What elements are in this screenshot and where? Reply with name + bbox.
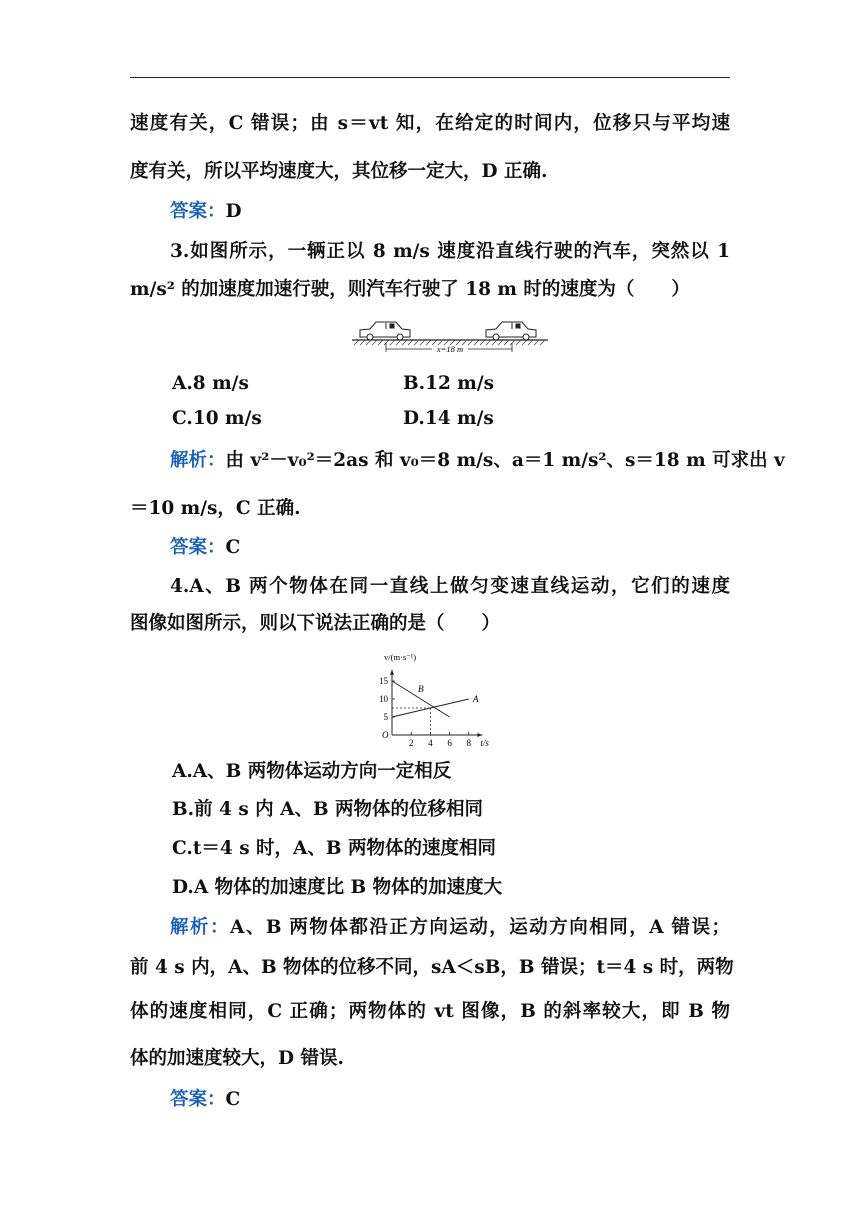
vt-chart	[352, 648, 532, 748]
q2-answer	[170, 200, 730, 224]
y-axis-arrow	[390, 670, 394, 675]
q3-analysis-line-2: ＝10 m/s，C 正确.	[130, 498, 301, 519]
q3-analysis-line-1	[170, 449, 785, 473]
series-a-line	[392, 699, 469, 717]
q3-option-d: D.14 m/s	[403, 408, 494, 429]
car-figure	[350, 316, 550, 356]
series-b-label: B	[417, 684, 424, 695]
q3-option-c: C.10 m/s	[172, 408, 262, 429]
x-axis-label: t/s	[480, 738, 489, 748]
q4-analysis-line-3: 体的速度相同，C 正确；两物体的 vt 图像，B 的斜率较大，即 B 物	[130, 1001, 730, 1022]
q4-answer	[170, 1088, 730, 1112]
q4-option-a: A.A、B 两物体运动方向一定相反	[172, 761, 452, 782]
q4-analysis-line-1	[170, 916, 730, 940]
q2-text-line-2: 度有关，所以平均速度大，其位移一定大，D 正确.	[130, 161, 548, 182]
header-rule	[130, 77, 730, 78]
x-tick-label: 8	[466, 738, 472, 748]
analysis-label: 解析：	[170, 450, 226, 471]
x-tick-label: 4	[428, 738, 433, 748]
x-tick-label: 6	[447, 738, 452, 748]
y-tick-label: 10	[379, 694, 388, 704]
analysis-text: A、B 两物体都沿正方向运动，运动方向相同，A 错误；	[229, 917, 730, 938]
q2-text-line-1: 速度有关，C 错误；由 s＝vt 知，在给定的时间内，位移只与平均速	[130, 113, 730, 134]
analysis-text: 由 v²－v₀²＝2as 和 v₀＝8 m/s、a＝1 m/s²、s＝18 m 可求出 v	[225, 450, 785, 471]
q4-option-c: C.t＝4 s 时，A、B 两物体的速度相同	[172, 838, 496, 859]
y-axis-label: v/(m·s⁻¹)	[384, 652, 417, 662]
car-1-icon	[360, 322, 410, 340]
q3-option-b: B.12 m/s	[403, 373, 495, 394]
answer-value: C	[225, 1089, 241, 1110]
q3-stem-line-1: 3.如图所示，一辆正以 8 m/s 速度沿直线行驶的汽车，突然以 1	[170, 241, 730, 262]
answer-label: 答案：	[170, 201, 226, 222]
distance-label: x=18 m	[436, 344, 464, 354]
analysis-label: 解析：	[170, 917, 230, 938]
x-axis-arrow	[477, 733, 482, 737]
q4-stem-line-2: 图像如图所示，则以下说法正确的是（ ）	[130, 613, 501, 634]
answer-value: D	[225, 201, 242, 222]
answer-label: 答案：	[170, 1089, 226, 1110]
y-tick-label: 5	[383, 712, 388, 722]
q4-option-b: B.前 4 s 内 A、B 两物体的位移相同	[172, 799, 484, 820]
q3-stem-line-2: m/s² 的加速度加速行驶，则汽车行驶了 18 m 时的速度为（ ）	[130, 279, 690, 300]
q4-option-d: D.A 物体的加速度比 B 物体的加速度大	[172, 877, 503, 898]
y-tick-label: 15	[379, 676, 388, 686]
q4-analysis-line-4: 体的加速度较大，D 错误.	[130, 1048, 344, 1069]
series-a-label: A	[472, 695, 479, 705]
q4-analysis-line-2: 前 4 s 内，A、B 物体的位移不同，sA＜sB，B 错误；t＝4 s 时，两物	[130, 957, 734, 978]
car-2-icon	[486, 322, 536, 340]
q4-stem-line-1: 4.A、B 两个物体在同一直线上做匀变速直线运动，它们的速度	[170, 576, 730, 597]
answer-value: C	[225, 537, 241, 558]
answer-label: 答案：	[170, 537, 226, 558]
q3-option-a: A.8 m/s	[172, 373, 249, 394]
origin-label: O	[382, 730, 389, 740]
x-tick-label: 2	[408, 738, 414, 748]
q3-answer	[170, 536, 730, 560]
